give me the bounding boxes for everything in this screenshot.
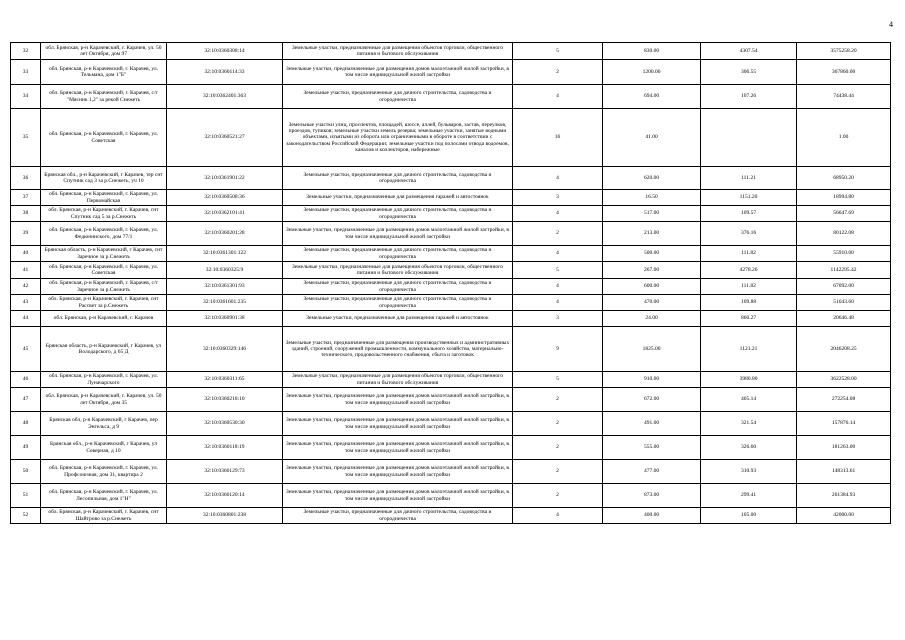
address-cell: Брянская область, р-н Карачевский, г Карачев, ул Володарского, д 65 Д	[41, 327, 167, 372]
cadastral-value-cell: 51643.60	[797, 295, 891, 311]
land-use-cell: Земельные участки, предназначенные для дачного строительства, садоводства и огородничества	[283, 167, 513, 190]
table-row	[11, 508, 891, 524]
address-cell: Брянская обл., р-н Карачевский, г Карачев, тер снт Спутник сад 3 за р.Снежеть, уч 10	[41, 167, 167, 190]
row-number: 36	[11, 167, 41, 190]
category-cell: 4	[513, 279, 603, 295]
row-number: 34	[11, 85, 41, 109]
category-cell: 3	[513, 190, 603, 206]
cadastral-value-cell: 3622528.00	[797, 372, 891, 388]
address-cell: обл. Брянская, р-н Карачевский, г. Карачев, ул. Советская	[41, 109, 167, 167]
cadastral-number-cell: 32:10:0360120:14	[167, 484, 283, 508]
row-number: 45	[11, 327, 41, 372]
land-use-cell: Земельные участки, предназначенные для размещения домов малоэтажной жилой застройки, в том числе индивидуальной жилой застройки	[283, 60, 513, 85]
specific-value-cell: 376.16	[701, 222, 797, 246]
specific-value-cell: 111.82	[701, 279, 797, 295]
cadastral-number-cell: 32:10:0360801:238	[167, 508, 283, 524]
cadastral-number-cell: 32:10:0360530:30	[167, 412, 283, 436]
category-cell: 4	[513, 206, 603, 222]
cadastral-number-cell: 32:10:0360329:146	[167, 327, 283, 372]
cadastral-number-cell: 32:10:0360901:38	[167, 311, 283, 327]
row-number: 41	[11, 262, 41, 279]
row-number: 32	[11, 43, 41, 60]
land-use-cell: Земельные участки улиц, проспектов, площадей, шоссе, аллей, бульваров, застав, переулков, проездов, тупиков; земельные участки земель резерва; земельные участки, занятые водными объектами, изъятыми из оборота или ограниченными в обороте в соответствии с законодательством Российской Федерации; земельные участки под полосами отвода водоемов, каналов и коллекторов, набережные	[283, 109, 513, 167]
specific-value-cell: 107.26	[701, 85, 797, 109]
category-cell: 9	[513, 327, 603, 372]
category-cell: 5	[513, 43, 603, 60]
row-number: 49	[11, 436, 41, 460]
cadastral-value-cell: 148313.61	[797, 460, 891, 484]
land-use-cell: Земельные участки, предназначенные для размещения объектов торговли, общественного питания и бытового обслуживания	[283, 43, 513, 60]
specific-value-cell: 4307.54	[701, 43, 797, 60]
specific-value-cell: 306.55	[701, 60, 797, 85]
area-cell: 620.00	[603, 167, 701, 190]
area-cell: 477.00	[603, 460, 701, 484]
table-row	[11, 484, 891, 508]
cadastral-number-cell: 32:10:0361301:122	[167, 246, 283, 262]
specific-value-cell: 1121.21	[701, 327, 797, 372]
table-row	[11, 60, 891, 85]
cadastral-value-cell: 18994.80	[797, 190, 891, 206]
cadastral-value-cell: 56647.69	[797, 206, 891, 222]
row-number: 38	[11, 206, 41, 222]
land-use-cell: Земельные участки, предназначенные для размещения объектов торговли, общественного питания и бытового обслуживания	[283, 262, 513, 279]
category-cell: 5	[513, 262, 603, 279]
address-cell: обл. Брянская, р-н Карачевский, г. Карачев, ул. Первомайская	[41, 190, 167, 206]
cadastral-number-cell: 32:10:0360308:14	[167, 43, 283, 60]
cadastral-number-cell: 32:10:0360129:73	[167, 460, 283, 484]
address-cell: обл. Брянская, р-н Карачевский, г. Карачев, с/т Заречное за р.Снежеть	[41, 279, 167, 295]
cadastral-value-cell: 261384.93	[797, 484, 891, 508]
specific-value-cell: 321.54	[701, 412, 797, 436]
cadastral-number-cell: 32:10:0360118:19	[167, 436, 283, 460]
table-row	[11, 85, 891, 109]
table-row	[11, 222, 891, 246]
table-row	[11, 436, 891, 460]
specific-value-cell: 860.27	[701, 311, 797, 327]
table-row	[11, 43, 891, 60]
specific-value-cell: 111.82	[701, 246, 797, 262]
row-number: 47	[11, 388, 41, 412]
category-cell: 2	[513, 484, 603, 508]
area-cell: 555.00	[603, 436, 701, 460]
area-cell: 694.00	[603, 85, 701, 109]
land-use-cell: Земельные участки, предназначенные для дачного строительства, садоводства и огородничества	[283, 295, 513, 311]
area-cell: 1825.00	[603, 327, 701, 372]
land-use-cell: Земельные участки, предназначенные для размещения домов малоэтажной жилой застройки, в том числе индивидуальной жилой застройки	[283, 412, 513, 436]
land-use-cell: Земельные участки, предназначенные для размещения объектов торговли, общественного питания и бытового обслуживания	[283, 372, 513, 388]
land-use-cell: Земельные участки, предназначенные для размещения производственных и административных зданий, строений, сооружений промышленности, коммунального хозяйства, материально-технического, продовольственного снабжения, сбыта и заготовок	[283, 327, 513, 372]
land-use-cell: Земельные участки, предназначенные для размещения гаражей и автостоянок	[283, 311, 513, 327]
table-row	[11, 190, 891, 206]
cadastral-value-cell: 74438.44	[797, 85, 891, 109]
row-number: 51	[11, 484, 41, 508]
category-cell: 2	[513, 460, 603, 484]
table-row	[11, 311, 891, 327]
cadastral-number-cell: 32:10:0360521:27	[167, 109, 283, 167]
specific-value-cell: 4278.26	[701, 262, 797, 279]
cadastral-value-cell: 181263.00	[797, 436, 891, 460]
table-row	[11, 109, 891, 167]
specific-value-cell: 109.88	[701, 295, 797, 311]
land-use-cell: Земельные участки, предназначенные для дачного строительства, садоводства и огородничества	[283, 206, 513, 222]
land-use-cell: Земельные участки, предназначенные для размещения домов малоэтажной жилой застройки, в том числе индивидуальной жилой застройки	[283, 460, 513, 484]
area-cell: 1200.00	[603, 60, 701, 85]
area-cell: 213.00	[603, 222, 701, 246]
category-cell: 5	[513, 372, 603, 388]
land-use-cell: Земельные участки, предназначенные для дачного строительства, садоводства и огородничества	[283, 85, 513, 109]
category-cell: 2	[513, 436, 603, 460]
land-plots-table	[10, 42, 891, 524]
table-row	[11, 412, 891, 436]
category-cell: 16	[513, 109, 603, 167]
address-cell: обл. Брянская, р-н Карачевский, г. Карачев, ул. 50 лет Октября, дом 97	[41, 43, 167, 60]
cadastral-number-cell: 32:10:0360508:36	[167, 190, 283, 206]
cadastral-value-cell: 1.00	[797, 109, 891, 167]
table-row	[11, 460, 891, 484]
specific-value-cell: 105.00	[701, 508, 797, 524]
address-cell: обл. Брянская, р-н Карачевский, г. Карачев, ул. Федюнинского, дом 77/1	[41, 222, 167, 246]
cadastral-number-cell: 32:10:0362401:363	[167, 85, 283, 109]
table-row	[11, 246, 891, 262]
specific-value-cell: 111.21	[701, 167, 797, 190]
cadastral-number-cell: 32:10:0360201:28	[167, 222, 283, 246]
table-row	[11, 262, 891, 279]
page-number: 4	[889, 20, 893, 29]
row-number: 52	[11, 508, 41, 524]
cadastral-number-cell: 32:10:0360325:9	[167, 262, 283, 279]
table-row	[11, 279, 891, 295]
area-cell: 470.00	[603, 295, 701, 311]
row-number: 50	[11, 460, 41, 484]
cadastral-number-cell: 32:10:0360218:10	[167, 388, 283, 412]
cadastral-number-cell: 32:10:0360114:33	[167, 60, 283, 85]
cadastral-value-cell: 67092.00	[797, 279, 891, 295]
area-cell: 910.00	[603, 372, 701, 388]
land-use-cell: Земельные участки, предназначенные для размещения домов малоэтажной жилой застройки, в том числе индивидуальной жилой застройки	[283, 436, 513, 460]
table-row	[11, 327, 891, 372]
address-cell: обл. Брянская, р-н Карачевский, г. Карачев, снт Рассвет за р.Снежеть	[41, 295, 167, 311]
table-row	[11, 295, 891, 311]
cadastral-number-cell: 32:10:0361601:235	[167, 295, 283, 311]
cadastral-number-cell: 32:10:0361301:93	[167, 279, 283, 295]
address-cell: Брянская обл., р-н Карачевский, г Карачев, ул Северная, д 10	[41, 436, 167, 460]
land-use-cell: Земельные участки, предназначенные для размещения домов малоэтажной жилой застройки, в том числе индивидуальной жилой застройки	[283, 484, 513, 508]
area-cell: 16.50	[603, 190, 701, 206]
area-cell: 672.00	[603, 388, 701, 412]
area-cell: 873.00	[603, 484, 701, 508]
category-cell: 4	[513, 85, 603, 109]
cadastral-value-cell: 55910.00	[797, 246, 891, 262]
land-use-cell: Земельные участки, предназначенные для размещения домов малоэтажной жилой застройки, в том числе индивидуальной жилой застройки	[283, 388, 513, 412]
area-cell: 517.00	[603, 206, 701, 222]
area-cell: 41.00	[603, 109, 701, 167]
area-cell: 500.00	[603, 246, 701, 262]
row-number: 42	[11, 279, 41, 295]
category-cell: 4	[513, 246, 603, 262]
land-use-cell: Земельные участки, предназначенные для размещения домов малоэтажной жилой застройки, в том числе индивидуальной жилой застройки	[283, 222, 513, 246]
row-number: 46	[11, 372, 41, 388]
address-cell: обл. Брянская, р-н Карачевский, г. Карачев, ул. Тельмана, дом 1"Б"	[41, 60, 167, 85]
cadastral-value-cell: 367860.00	[797, 60, 891, 85]
row-number: 43	[11, 295, 41, 311]
specific-value-cell: 109.57	[701, 206, 797, 222]
specific-value-cell: 326.60	[701, 436, 797, 460]
row-number: 40	[11, 246, 41, 262]
specific-value-cell: 405.14	[701, 388, 797, 412]
category-cell: 2	[513, 388, 603, 412]
address-cell: обл. Брянская, р-н Карачевский, г. Карачев, снт Спутник сад 5 за р.Снежеть	[41, 206, 167, 222]
address-cell: обл. Брянская, р-н Карачевский, г. Карачев, ул. 50 лет Октября, дом 35	[41, 388, 167, 412]
cadastral-number-cell: 32:10:0360311:65	[167, 372, 283, 388]
category-cell: 3	[513, 311, 603, 327]
area-cell: 24.00	[603, 311, 701, 327]
address-cell: обл. Брянская, р-н Карачевский, г. Карачев, ул. Советская	[41, 262, 167, 279]
area-cell: 600.00	[603, 279, 701, 295]
area-cell: 830.00	[603, 43, 701, 60]
table-row	[11, 388, 891, 412]
specific-value-cell: 1151.20	[701, 190, 797, 206]
category-cell: 4	[513, 295, 603, 311]
address-cell: обл. Брянская, р-н Карачевский, г. Карачев, с/т "Мясник 1,2" за рекой Снежеть	[41, 85, 167, 109]
cadastral-value-cell: 3575258.20	[797, 43, 891, 60]
row-number: 48	[11, 412, 41, 436]
specific-value-cell	[701, 109, 797, 167]
row-number: 33	[11, 60, 41, 85]
cadastral-number-cell: 32:10:0361901:22	[167, 167, 283, 190]
cadastral-value-cell: 272254.08	[797, 388, 891, 412]
cadastral-value-cell: 157876.14	[797, 412, 891, 436]
land-use-cell: Земельные участки, предназначенные для дачного строительства, садоводства и огородничества	[283, 508, 513, 524]
category-cell: 4	[513, 508, 603, 524]
category-cell: 2	[513, 412, 603, 436]
area-cell: 267.00	[603, 262, 701, 279]
address-cell: обл. Брянская, р-н Карачевский, г. Карачев, ул. Луначарского	[41, 372, 167, 388]
row-number: 35	[11, 109, 41, 167]
cadastral-value-cell: 80122.08	[797, 222, 891, 246]
land-use-cell: Земельные участки, предназначенные для дачного строительства, садоводства и огородничества	[283, 246, 513, 262]
address-cell: обл. Брянская, р-н Карачевский, г. Карачев, снт Шайтрово за р.Снежеть	[41, 508, 167, 524]
category-cell: 4	[513, 167, 603, 190]
specific-value-cell: 310.93	[701, 460, 797, 484]
land-use-cell: Земельные участки, предназначенные для дачного строительства, садоводства и огородничества	[283, 279, 513, 295]
land-use-cell: Земельные участки, предназначенные для размещения гаражей и автостоянок	[283, 190, 513, 206]
specific-value-cell: 3980.80	[701, 372, 797, 388]
row-number: 39	[11, 222, 41, 246]
address-cell: Брянская область, р-н Карачевский, г Карачев, снт Заречное за р.Снежеть	[41, 246, 167, 262]
address-cell: обл. Брянская, р-н Карачевский, г. Карачев, ул. Профсоюзная, дом 31, квартира 2	[41, 460, 167, 484]
cadastral-value-cell: 20646.48	[797, 311, 891, 327]
row-number: 44	[11, 311, 41, 327]
cadastral-value-cell: 2046208.25	[797, 327, 891, 372]
area-cell: 491.00	[603, 412, 701, 436]
table-body	[11, 43, 891, 524]
address-cell: обл. Брянская, р-н Карачевский, г. Карачев, ул. Лесопильная, дом 1"Н"	[41, 484, 167, 508]
cadastral-value-cell: 42000.00	[797, 508, 891, 524]
row-number: 37	[11, 190, 41, 206]
address-cell: обл. Брянская, р-н Карачевский, г. Карачев	[41, 311, 167, 327]
category-cell: 2	[513, 222, 603, 246]
category-cell: 2	[513, 60, 603, 85]
cadastral-number-cell: 32:10:0362101:41	[167, 206, 283, 222]
cadastral-value-cell: 68950.20	[797, 167, 891, 190]
area-cell: 400.00	[603, 508, 701, 524]
specific-value-cell: 299.41	[701, 484, 797, 508]
address-cell: Брянская обл, р-н Карачевский, г Карачев, пер Энгельса, д 9	[41, 412, 167, 436]
table-row	[11, 372, 891, 388]
cadastral-value-cell: 1142295.42	[797, 262, 891, 279]
table-row	[11, 206, 891, 222]
table-row	[11, 167, 891, 190]
